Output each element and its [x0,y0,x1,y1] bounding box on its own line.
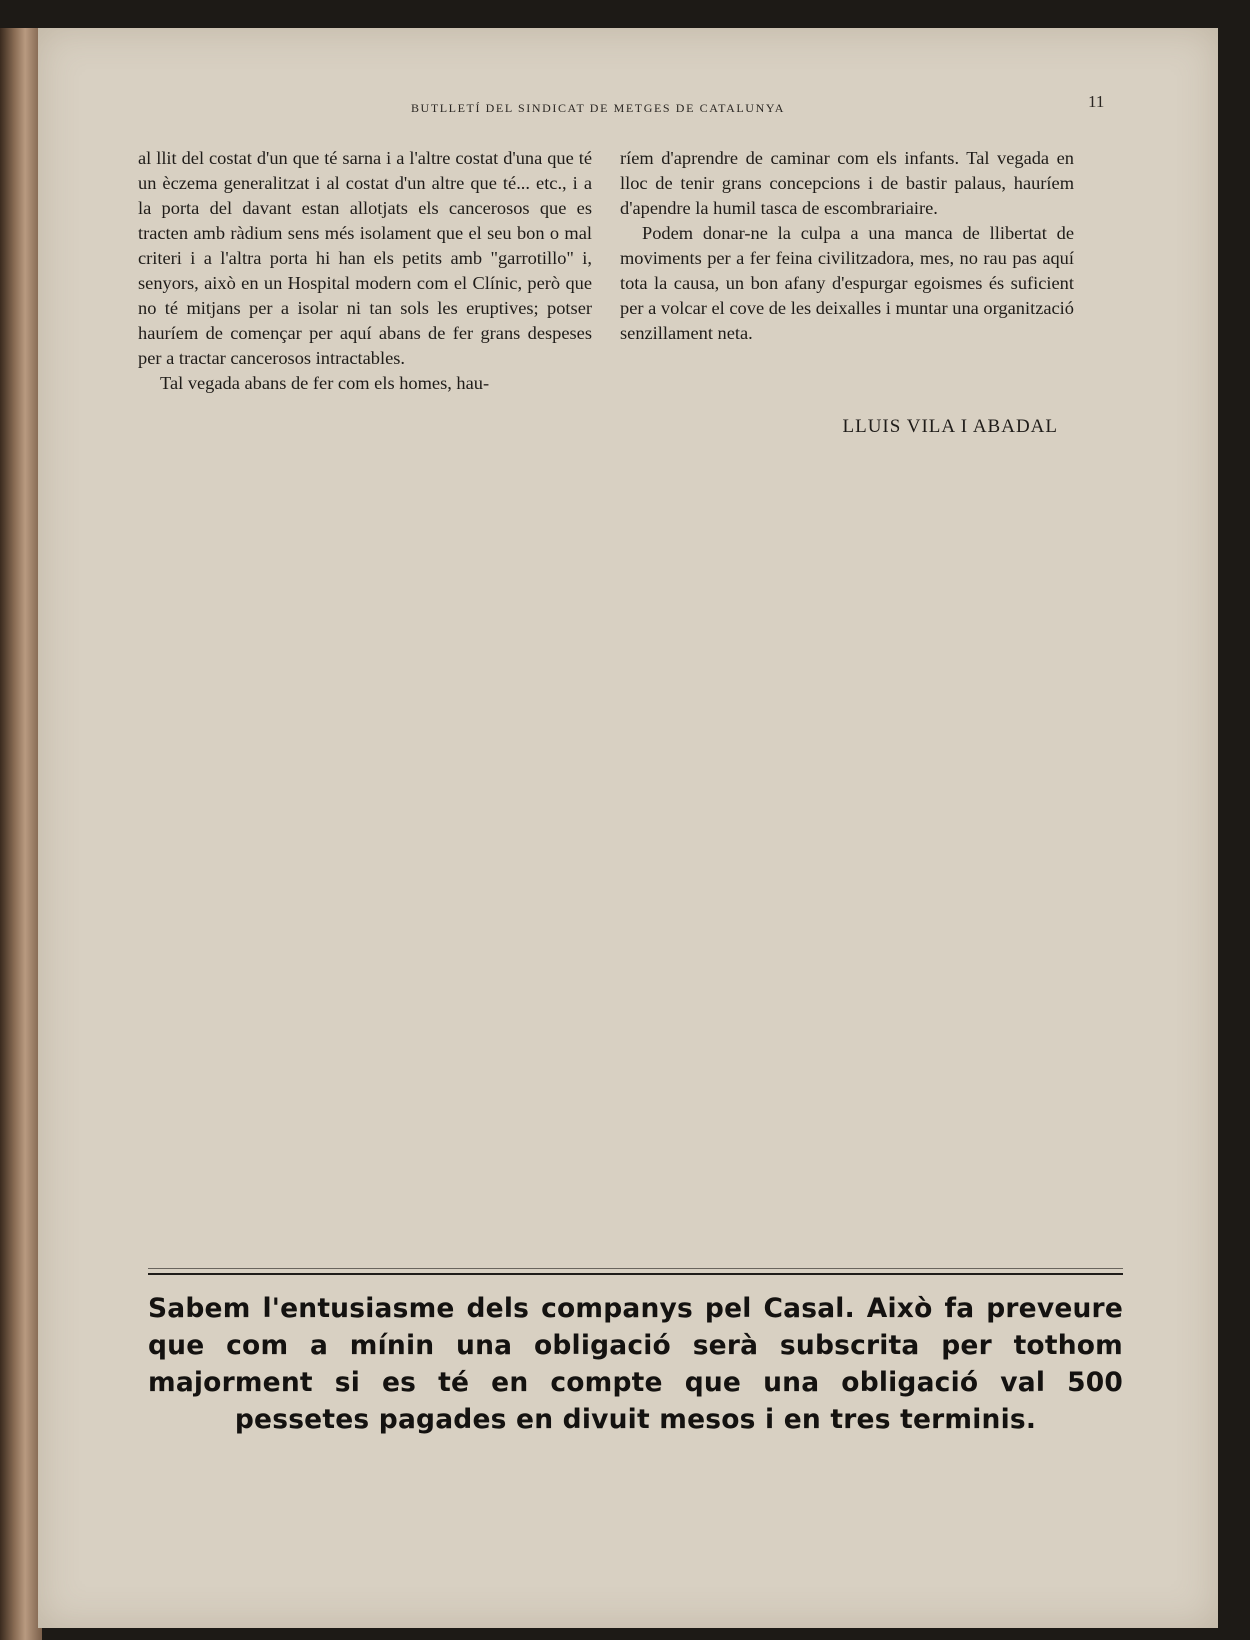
paragraph: al llit del costat d'un que té sarna i a l'altre costat d'una que té un èczema generalitzat i al costat d'un altre que té... etc., i a la porta del davant estan allotjats els cancerosos que es tracten amb ràdium sens més isolament que el seu bon o mal criteri i a l'altra porta hi han els petits amb "garrotillo" i, senyors, això en un Hospital modern com el Clínic, però que no té mitjans per a isolar ni tan sols les eruptives; potser hauríem de començar per aquí abans de fer grans despeses per a tractar cancerosos intractables. [138,148,592,368]
running-title: BUTLLETÍ DEL SINDICAT DE METGES DE CATALUNYA [410,101,786,115]
divider-thick [148,1273,1123,1275]
paragraph: Tal vegada abans de fer com els homes, hau- [160,373,490,393]
right-column [620,146,1074,346]
page-number: 11 [1088,92,1105,111]
paragraph: Podem donar-ne la culpa a una manca de llibertat de moviments per a fer feina civilitzadora, mes, no rau pas aquí tota la causa, un bon afany d'espurgar egoismes és suficient per a volcar el cove de les deixalles i muntar una organització senzillament neta. [620,223,1074,343]
author-signature: LLUIS VILA I ABADAL [842,416,1058,437]
book-binding [0,28,42,1640]
left-column [138,146,592,396]
divider-thin [148,1268,1123,1269]
document-page [38,28,1218,1628]
casal-notice: Sabem l'entusiasme dels companys pel Casal. Això fa preveure que com a mínin una obligació serà subscrita per tothom majorment si es té en compte que una obligació val 500 pessetes pagades en divuit mesos i en tres terminis. [148,1293,1123,1435]
paragraph: ríem d'aprendre de caminar com els infants. Tal vegada en lloc de tenir grans concepcions i de bastir palaus, hauríem d'apendre la humil tasca de escombrariaire. [620,148,1074,218]
